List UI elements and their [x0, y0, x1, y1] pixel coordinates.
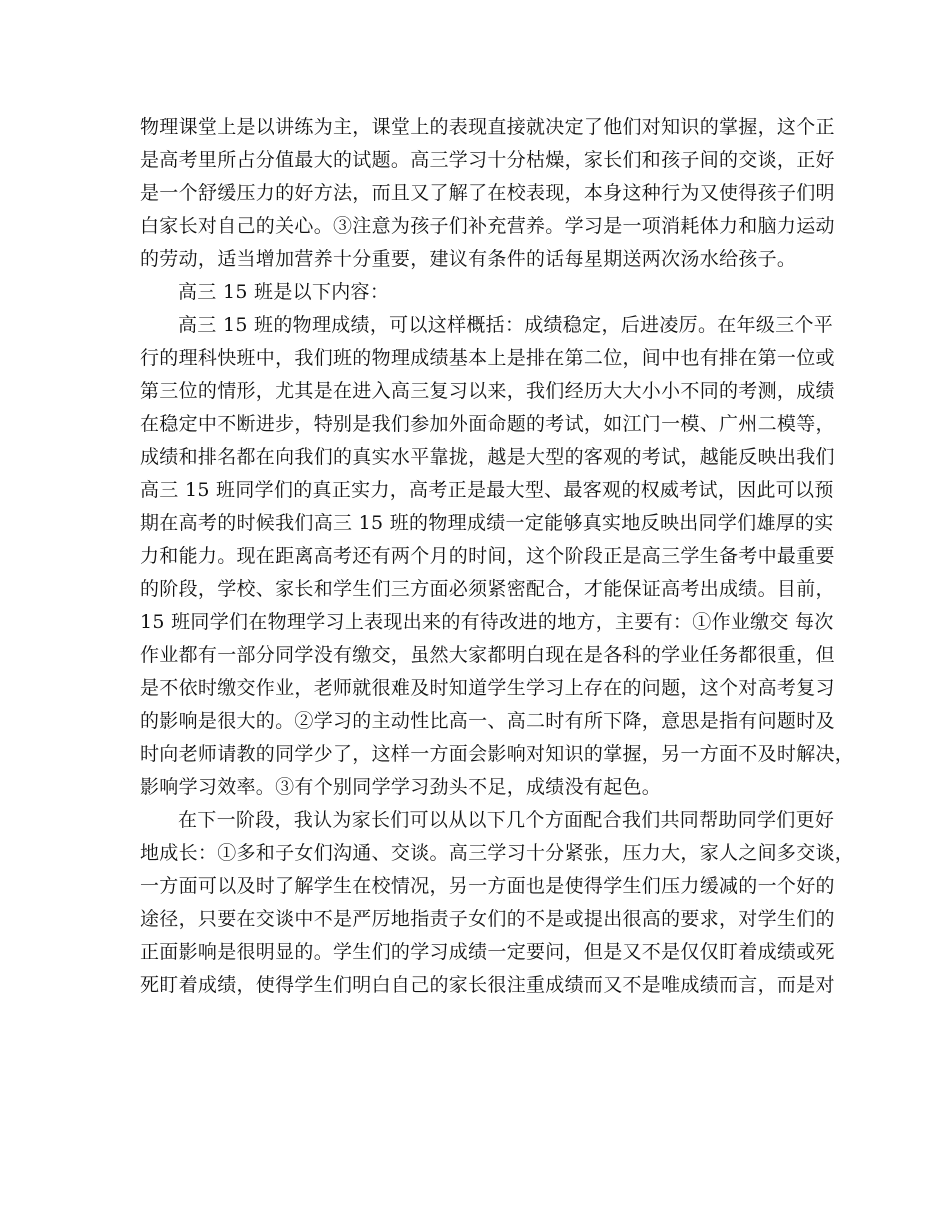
- text-line-8: 行的理科快班中，我们班的物理成绩基本上是排在第二位，间中也有排在第一位或: [140, 347, 835, 369]
- section-heading: 高三 15 班是以下内容：: [178, 281, 390, 303]
- text-line-16: 15 班同学们在物理学习上表现出来的有待改进的地方，主要有：①作业缴交 每次: [140, 611, 834, 633]
- text-line-21: 影响学习效率。③有个别同学学习劲头不足，成绩没有起色。: [140, 776, 662, 798]
- text-line-14: 力和能力。现在距离高考还有两个月的时间，这个阶段正是高三学生备考中最重要: [140, 545, 835, 567]
- text-line-15: 的阶段，学校、家长和学生们三方面必须紧密配合，才能保证高考出成绩。目前，: [140, 578, 835, 600]
- text-line-19: 的影响是很大的。②学习的主动性比高一、高二时有所下降，意思是指有问题时及: [140, 710, 835, 732]
- text-line-24: 一方面可以及时了解学生在校情况，另一方面也是使得学生们压力缓减的一个好的: [140, 875, 835, 897]
- text-line-13: 期在高考的时候我们高三 15 班的物理成绩一定能够真实地反映出同学们雄厚的实: [140, 512, 834, 534]
- text-line-17: 作业都有一部分同学没有缴交，虽然大家都明白现在是各科的学业任务都很重，但: [140, 644, 835, 666]
- text-line-9: 第三位的情形，尤其是在进入高三复习以来，我们经历大大小小不同的考测，成绩: [140, 380, 835, 402]
- text-line-11: 成绩和排名都在向我们的真实水平靠拢，越是大型的客观的考试，越能反映出我们: [140, 446, 835, 468]
- text-line-12: 高三 15 班同学们的真正实力，高考正是最大型、最客观的权威考试，因此可以预: [140, 479, 834, 501]
- text-line-23: 地成长：①多和子女们沟通、交谈。高三学习十分紧张，压力大，家人之间多交谈，: [140, 842, 855, 864]
- text-line-2: 是高考里所占分值最大的试题。高三学习十分枯燥，家长们和孩子间的交谈，正好: [140, 149, 835, 171]
- text-line-26: 正面影响是很明显的。学生们的学习成绩一定要问，但是又不是仅仅盯着成绩或死: [140, 941, 835, 963]
- text-line-25: 途径，只要在交谈中不是严厉地指责子女们的不是或提出很高的要求，对学生们的: [140, 908, 835, 930]
- text-line-1: 物理课堂上是以讲练为主，课堂上的表现直接就决定了他们对知识的掌握，这个正: [140, 116, 835, 138]
- text-line-22: 在下一阶段，我认为家长们可以从以下几个方面配合我们共同帮助同学们更好: [178, 809, 835, 831]
- text-line-20: 时向老师请教的同学少了，这样一方面会影响对知识的掌握，另一方面不及时解决，: [140, 743, 855, 765]
- text-line-3: 是一个舒缓压力的好方法，而且又了解了在校表现，本身这种行为又使得孩子们明: [140, 182, 835, 204]
- text-line-10: 在稳定中不断进步，特别是我们参加外面命题的考试，如江门一模、广州二模等，: [140, 413, 835, 435]
- text-line-5: 的劳动，适当增加营养十分重要，建议有条件的话每星期送两次汤水给孩子。: [140, 248, 797, 270]
- text-line-4: 白家长对自己的关心。③注意为孩子们补充营养。学习是一项消耗体力和脑力运动: [140, 215, 835, 237]
- text-line-18: 是不依时缴交作业，老师就很难及时知道学生学习上存在的问题，这个对高考复习: [140, 677, 835, 699]
- text-line-27: 死盯着成绩，使得学生们明白自己的家长很注重成绩而又不是唯成绩而言，而是对: [140, 974, 835, 996]
- text-line-7: 高三 15 班的物理成绩，可以这样概括：成绩稳定，后进凌厉。在年级三个平: [178, 314, 834, 336]
